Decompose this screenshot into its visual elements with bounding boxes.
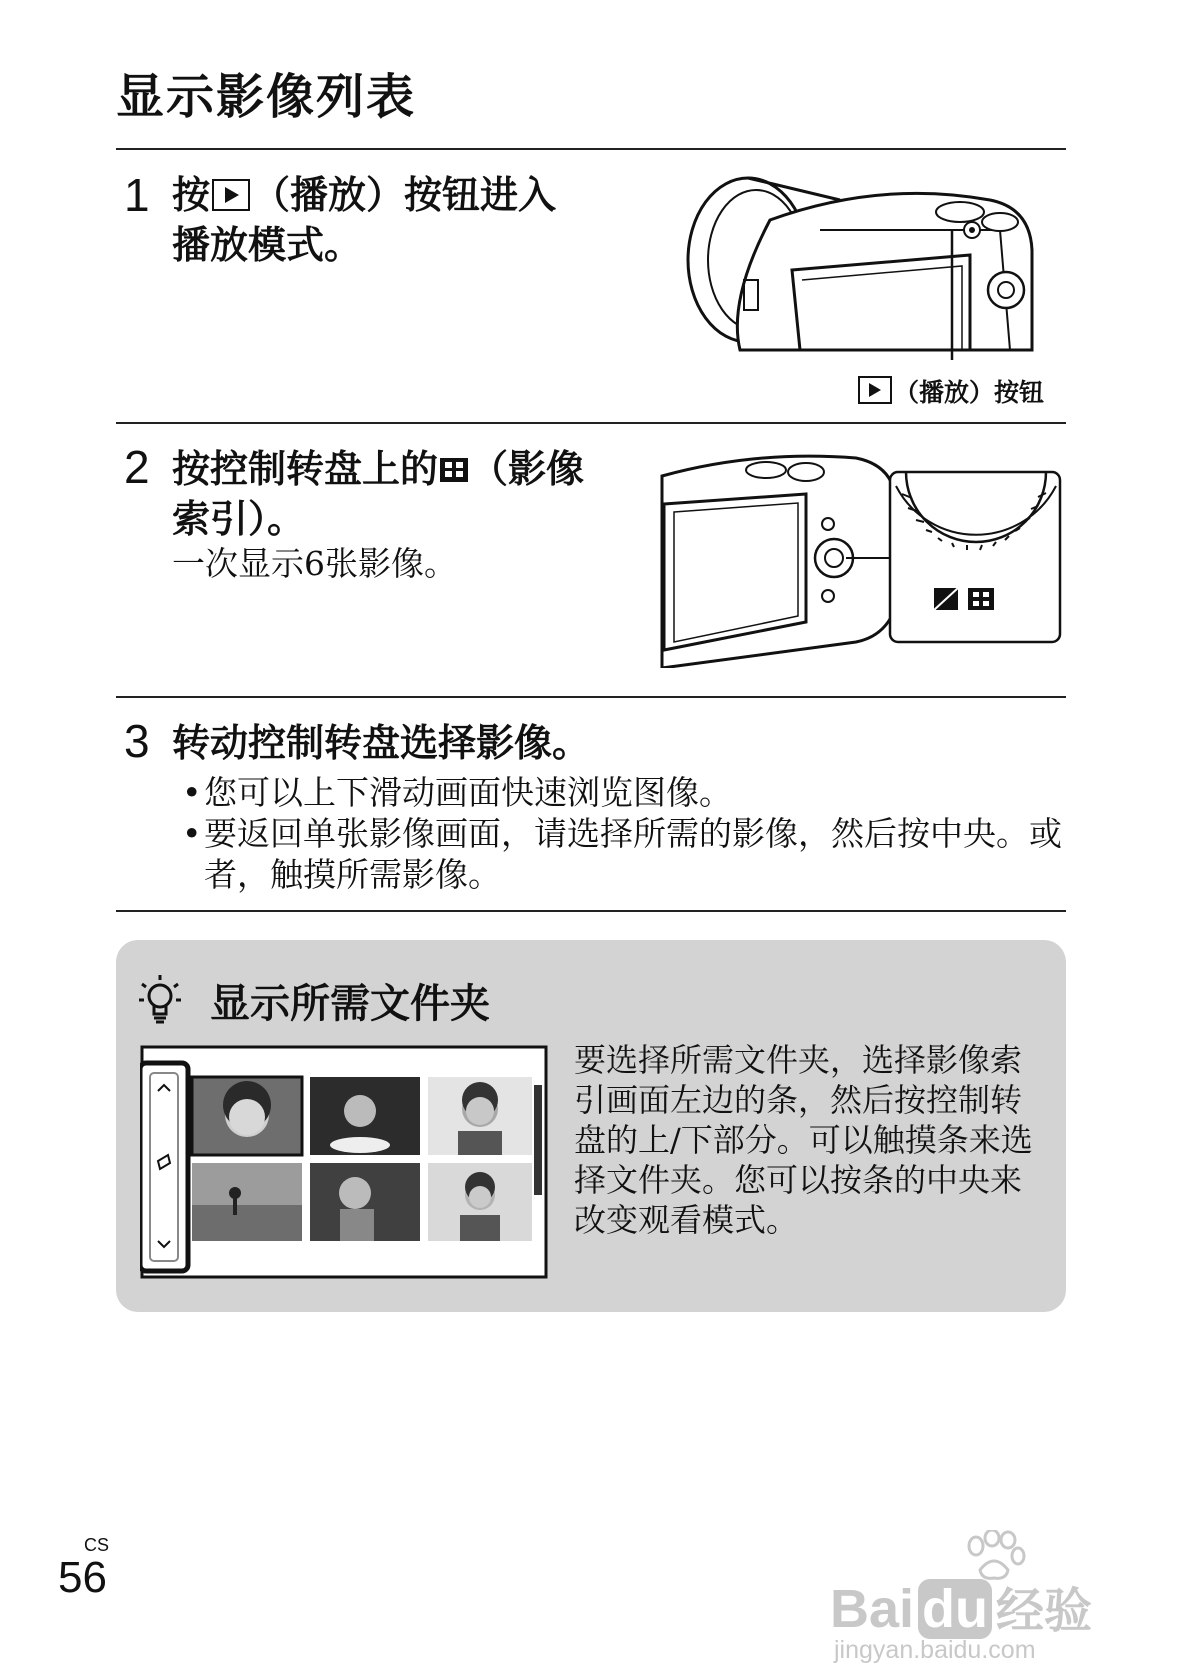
page-title: 显示影像列表 bbox=[116, 69, 417, 125]
play-icon bbox=[212, 179, 250, 211]
step-2-number: 2 bbox=[124, 441, 150, 493]
image-index-icon bbox=[440, 458, 468, 482]
step-3-number: 3 bbox=[124, 715, 150, 767]
lightbulb-icon bbox=[136, 972, 184, 1028]
divider bbox=[116, 910, 1066, 912]
page-number: 56 bbox=[58, 1553, 107, 1602]
step-2-line1-post: （影像 bbox=[470, 447, 585, 491]
step-2-text bbox=[172, 444, 652, 544]
step-2-note: 一次显示6张影像。 bbox=[172, 544, 457, 583]
watermark-brand-left: Bai bbox=[830, 1579, 915, 1639]
step-1-line1-post: （播放）按钮进入 bbox=[252, 173, 557, 217]
bullet-item: • 要返回单张影像画面，请选择所需的影像，然后按中央。或者，触摸所需影像。 bbox=[182, 813, 1062, 895]
camera-back-illustration bbox=[670, 160, 1050, 360]
step-2-line1-pre: 按控制转盘上的 bbox=[172, 447, 439, 491]
step-2-line2: 索引）。 bbox=[172, 497, 306, 541]
tip-title: 显示所需文件夹 bbox=[210, 981, 490, 1027]
step-1-text bbox=[172, 170, 692, 270]
callout-label: （播放）按钮 bbox=[894, 378, 1045, 407]
divider bbox=[116, 422, 1066, 424]
bullet-item: • 您可以上下滑动画面快速浏览图像。 bbox=[182, 772, 1062, 813]
watermark-brand-right: 经验 bbox=[996, 1585, 1093, 1638]
step-3-text: 转动控制转盘选择影像。 bbox=[172, 721, 591, 765]
watermark-brand-mid: du bbox=[918, 1579, 992, 1639]
playback-button-callout bbox=[856, 373, 1044, 409]
divider bbox=[116, 696, 1066, 698]
play-icon bbox=[858, 376, 892, 404]
tip-text: 要选择所需文件夹，选择影像索引画面左边的条，然后按控制转盘的上/下部分。可以触摸条来选择文件夹。您可以按条的中央来改变观看模式。 bbox=[574, 1041, 1033, 1239]
step-1-number: 1 bbox=[124, 169, 150, 221]
step-3-bullets bbox=[182, 772, 1062, 895]
image-index-screen bbox=[140, 1045, 550, 1281]
step-1-line1-pre: 按 bbox=[172, 173, 211, 217]
divider bbox=[116, 148, 1066, 150]
watermark-url: jingyan.baidu.com bbox=[834, 1636, 1036, 1664]
step-1-line2: 播放模式。 bbox=[172, 223, 363, 267]
baidu-watermark bbox=[830, 1530, 1160, 1670]
language-code: CS bbox=[84, 1535, 110, 1555]
control-wheel-illustration bbox=[656, 446, 1066, 668]
